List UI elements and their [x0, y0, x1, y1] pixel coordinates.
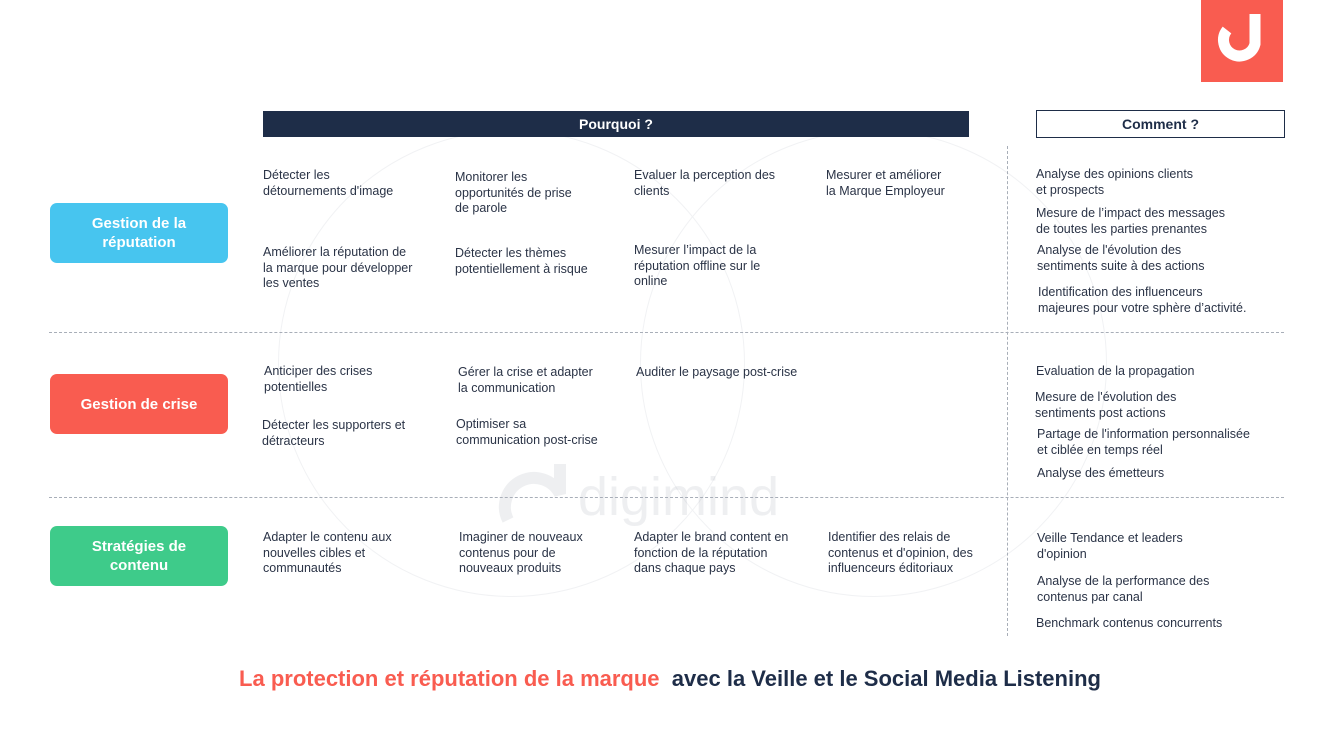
why-item: Mesurer et améliorer la Marque Employeur	[826, 168, 945, 198]
why-item: Détecter les thèmes potentiellement à risque	[455, 246, 588, 276]
how-item: Analyse des émetteurs	[1037, 466, 1165, 480]
why-item: Améliorer la réputation de la marque pour développer les ventes	[263, 245, 413, 290]
title-rest: avec la Veille et le Social Media Listening	[671, 666, 1101, 691]
row-divider	[49, 332, 1284, 333]
digimind-watermark	[498, 460, 828, 530]
how-item: Analyse de la performance des contenus par canal	[1037, 574, 1210, 604]
how-item: Veille Tendance et leaders d'opinion	[1037, 531, 1183, 561]
why-item: Gérer la crise et adapter la communication	[458, 365, 593, 395]
category-content-strategy: Stratégies de contenu	[50, 526, 228, 586]
how-item: Mesure de l’impact des messages de toutes les parties prenantes	[1036, 206, 1225, 236]
how-item: Mesure de l'évolution des sentiments post actions	[1035, 390, 1177, 420]
how-item: Evaluation de la propagation	[1036, 364, 1195, 378]
why-item: Anticiper des crises potentielles	[264, 364, 373, 394]
how-item: Partage de l'information personnalisée et ciblée en temps réel	[1037, 427, 1250, 457]
why-item: Optimiser sa communication post-crise	[456, 417, 598, 447]
why-item: Adapter le brand content en fonction de la réputation dans chaque pays	[634, 530, 789, 575]
how-header: Comment ?	[1036, 110, 1285, 138]
why-item: Identifier des relais de contenus et d'opinion, des influenceurs éditoriaux	[828, 530, 973, 575]
row-divider	[49, 497, 1284, 498]
how-item: Analyse de l'évolution des sentiments suite à des actions	[1037, 243, 1205, 273]
why-item: Adapter le contenu aux nouvelles cibles et communautés	[263, 530, 392, 575]
why-item: Mesurer l’impact de la réputation offline sur le online	[634, 243, 761, 288]
category-reputation: Gestion de la réputation	[50, 203, 228, 263]
why-item: Auditer le paysage post-crise	[636, 365, 798, 379]
how-item: Benchmark contenus concurrents	[1036, 616, 1223, 630]
category-crisis: Gestion de crise	[50, 374, 228, 434]
page-title	[0, 666, 1340, 692]
why-item: Détecter les détournements d'image	[263, 168, 394, 198]
why-item: Monitorer les opportunités de prise de parole	[455, 170, 572, 215]
why-item: Evaluer la perception des clients	[634, 168, 776, 198]
why-item: Imaginer de nouveaux contenus pour de nouveaux produits	[459, 530, 583, 575]
how-item: Analyse des opinions clients et prospects	[1036, 167, 1194, 197]
title-highlight: La protection et réputation de la marque	[239, 666, 660, 691]
column-divider	[1007, 146, 1008, 636]
why-header: Pourquoi ?	[263, 111, 969, 137]
svg-text:digimind: digimind	[578, 467, 780, 527]
how-item: Identification des influenceurs majeures pour votre sphère d’activité.	[1038, 285, 1247, 315]
why-item: Détecter les supporters et détracteurs	[262, 418, 406, 448]
digimind-logo	[1201, 0, 1283, 82]
